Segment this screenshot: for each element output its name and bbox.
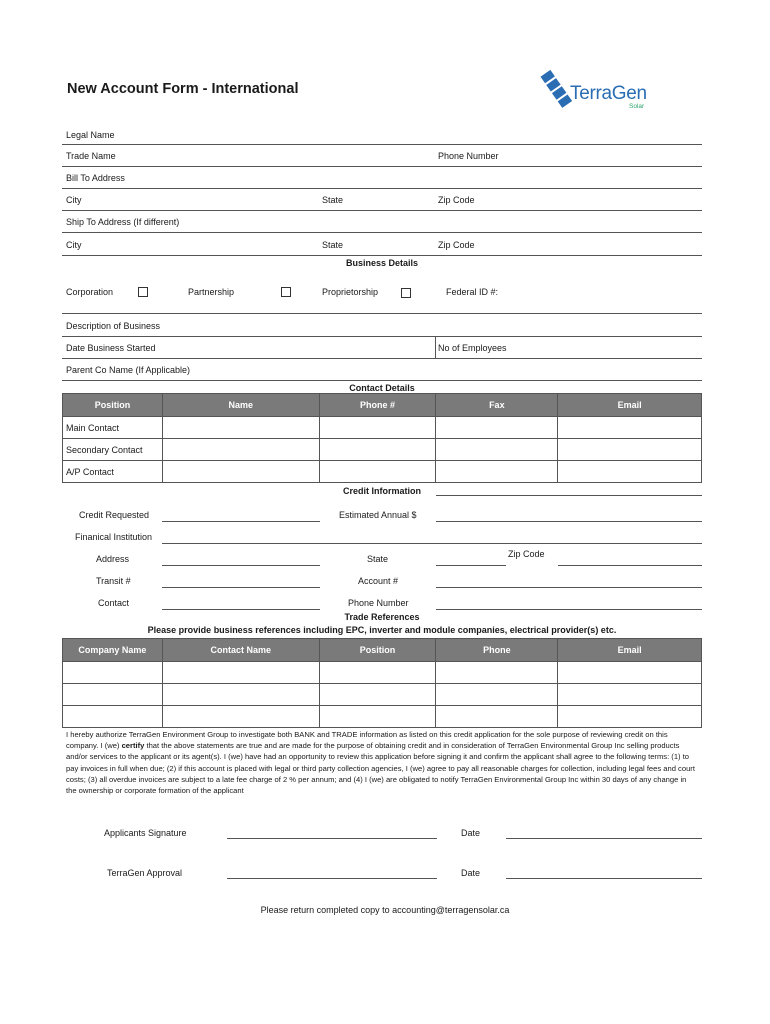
table-cell[interactable]: [162, 417, 319, 439]
secondary-contact-label: Secondary Contact: [63, 439, 163, 461]
contact-col-email: Email: [558, 394, 702, 417]
approval-label: TerraGen Approval: [107, 868, 183, 878]
main-contact-label: Main Contact: [63, 417, 163, 439]
legal-name-label: Legal Name: [66, 130, 115, 140]
table-cell[interactable]: [558, 684, 702, 706]
trade-references-heading: Trade References: [344, 612, 420, 622]
table-cell[interactable]: [319, 461, 436, 483]
ship-city-label: City: [66, 240, 82, 250]
applicant-date-field[interactable]: [506, 838, 702, 839]
table-cell[interactable]: [162, 706, 319, 728]
legal-name-field[interactable]: [62, 144, 702, 145]
trade-name-label: Trade Name: [66, 151, 116, 161]
credit-state-field[interactable]: [436, 565, 506, 566]
federal-id-label: Federal ID #:: [446, 287, 499, 297]
transit-field[interactable]: [162, 587, 320, 588]
table-cell[interactable]: [436, 662, 558, 684]
table-cell[interactable]: [436, 439, 558, 461]
zip-label: Zip Code: [438, 195, 475, 205]
city-label: City: [66, 195, 82, 205]
ap-contact-label: A/P Contact: [63, 461, 163, 483]
authorization-certify: certify: [121, 741, 145, 751]
logo-brand: TerraGen: [570, 83, 647, 104]
table-cell[interactable]: [63, 684, 163, 706]
corporation-label: Corporation: [66, 287, 114, 297]
trade-col-contact: Contact Name: [162, 639, 319, 662]
proprietorship-checkbox[interactable]: [401, 288, 411, 298]
credit-zip-field[interactable]: [558, 565, 702, 566]
federal-id-field[interactable]: [62, 313, 702, 314]
table-cell[interactable]: [319, 662, 436, 684]
account-field[interactable]: [436, 587, 702, 588]
contact-col-name: Name: [162, 394, 319, 417]
table-cell[interactable]: [319, 706, 436, 728]
table-row: [63, 417, 702, 439]
applicant-signature-field[interactable]: [227, 838, 437, 839]
employees-label: No of Employees: [438, 343, 507, 353]
trade-col-email: Email: [558, 639, 702, 662]
table-row: [63, 439, 702, 461]
table-row: [63, 706, 702, 728]
phone-number-label: Phone Number: [438, 151, 499, 161]
table-cell[interactable]: [558, 461, 702, 483]
credit-contact-field[interactable]: [162, 609, 320, 610]
credit-contact-label: Contact: [98, 598, 130, 608]
parent-co-field[interactable]: [62, 380, 702, 381]
approval-date-label: Date: [461, 868, 481, 878]
contact-col-position: Position: [63, 394, 163, 417]
authorization-text-end: that the above statements are true and are made for the purpose of obtaining credit and in consideration of TerraGen Environmental Group Inc selling products and/or services to the applicant or its agent(s). I (we) have had an opportunity to review this application before signing it and confirm the applicant shall agree to the following terms: (1) to pay invoices in full when due; (2) if this account is placed with legal or third party collection agencies, I (we) agree to pay all reasonable charges for collection, including legal fees and court costs; (3) all overdue invoices are subject to a late fee charge of 2 % per annum; and (4) I (we) are obligated to notify TerraGen Environmental Group Inc within 30 days of any change in the ownership or corporate formation of the applicant: [66, 741, 695, 796]
trade-table: [62, 638, 702, 728]
state-label: State: [322, 195, 344, 205]
address-field[interactable]: [162, 565, 320, 566]
table-cell[interactable]: [319, 684, 436, 706]
authorization-text-start: I hereby authorize TerraGen Environment Group to investigate both BANK and TRADE information as listed on this credit application for the sole purpose of reviewing credit on this company. I (we): [66, 730, 668, 751]
parent-co-label: Parent Co Name (If Applicable): [66, 365, 191, 375]
solar-panel-icon: [540, 67, 574, 111]
date-started-field[interactable]: [62, 358, 702, 359]
ship-to-field[interactable]: [62, 232, 702, 233]
credit-phone-label: Phone Number: [348, 598, 409, 608]
bill-to-field[interactable]: [62, 188, 702, 189]
applicant-signature-label: Applicants Signature: [104, 828, 187, 838]
description-field[interactable]: [62, 336, 702, 337]
trade-name-field[interactable]: [62, 166, 702, 167]
table-cell[interactable]: [558, 662, 702, 684]
partnership-label: Partnership: [188, 287, 235, 297]
applicant-date-label: Date: [461, 828, 481, 838]
authorization-text: [66, 729, 698, 796]
table-cell[interactable]: [319, 439, 436, 461]
credit-requested-field[interactable]: [162, 521, 320, 522]
table-cell[interactable]: [558, 439, 702, 461]
table-cell[interactable]: [162, 461, 319, 483]
contact-details-heading: Contact Details: [349, 383, 415, 393]
credit-requested-label: Credit Requested: [79, 510, 150, 520]
business-details-heading: Business Details: [345, 258, 419, 268]
credit-info-heading: Credit Information: [343, 486, 421, 496]
address-label: Address: [96, 554, 130, 564]
credit-heading-line: [436, 495, 702, 496]
ship-to-label: Ship To Address (If different): [66, 217, 180, 227]
financial-institution-label: Finanical Institution: [75, 532, 153, 542]
bill-to-label: Bill To Address: [66, 173, 125, 183]
contact-col-phone: Phone #: [319, 394, 436, 417]
approval-signature-field[interactable]: [227, 878, 437, 879]
table-cell[interactable]: [63, 662, 163, 684]
form-title: New Account Form - International: [67, 81, 299, 97]
trade-references-subheading: Please provide business references including EPC, inverter and module companies, electrical provider(s) etc.: [147, 625, 617, 635]
table-cell[interactable]: [558, 417, 702, 439]
contact-header-row: [63, 394, 702, 417]
table-cell[interactable]: [558, 706, 702, 728]
estimated-annual-label: Estimated Annual $: [339, 510, 417, 520]
table-cell[interactable]: [436, 706, 558, 728]
city-field[interactable]: [62, 210, 702, 211]
date-employees-divider: [435, 337, 436, 359]
description-label: Description of Business: [66, 321, 161, 331]
trade-header-row: [63, 639, 702, 662]
logo-sub: Solar: [629, 103, 645, 110]
account-label: Account #: [358, 576, 399, 586]
table-cell[interactable]: [162, 439, 319, 461]
trade-col-position: Position: [319, 639, 436, 662]
credit-state-label: State: [367, 554, 389, 564]
table-cell[interactable]: [162, 684, 319, 706]
table-cell[interactable]: [63, 706, 163, 728]
trade-col-phone: Phone: [436, 639, 558, 662]
ship-city-field[interactable]: [62, 255, 702, 256]
table-cell[interactable]: [436, 461, 558, 483]
table-row: [63, 684, 702, 706]
credit-phone-field[interactable]: [436, 609, 702, 610]
ship-zip-label: Zip Code: [438, 240, 475, 250]
proprietorship-label: Proprietorship: [322, 287, 379, 297]
contact-table: [62, 393, 702, 483]
transit-label: Transit #: [96, 576, 131, 586]
trade-col-company: Company Name: [63, 639, 163, 662]
table-cell[interactable]: [162, 662, 319, 684]
contact-col-fax: Fax: [436, 394, 558, 417]
table-cell[interactable]: [436, 417, 558, 439]
footer-return-note: Please return completed copy to accounting@terragensolar.ca: [260, 905, 510, 915]
credit-zip-label: Zip Code: [508, 549, 545, 559]
approval-date-field[interactable]: [506, 878, 702, 879]
partnership-checkbox[interactable]: [281, 287, 291, 297]
corporation-checkbox[interactable]: [138, 287, 148, 297]
table-row: [63, 662, 702, 684]
terragen-logo: [540, 67, 680, 113]
date-started-label: Date Business Started: [66, 343, 156, 353]
table-cell[interactable]: [319, 417, 436, 439]
financial-institution-field[interactable]: [162, 543, 702, 544]
table-row: [63, 461, 702, 483]
ship-state-label: State: [322, 240, 344, 250]
table-cell[interactable]: [436, 684, 558, 706]
estimated-annual-field[interactable]: [436, 521, 702, 522]
